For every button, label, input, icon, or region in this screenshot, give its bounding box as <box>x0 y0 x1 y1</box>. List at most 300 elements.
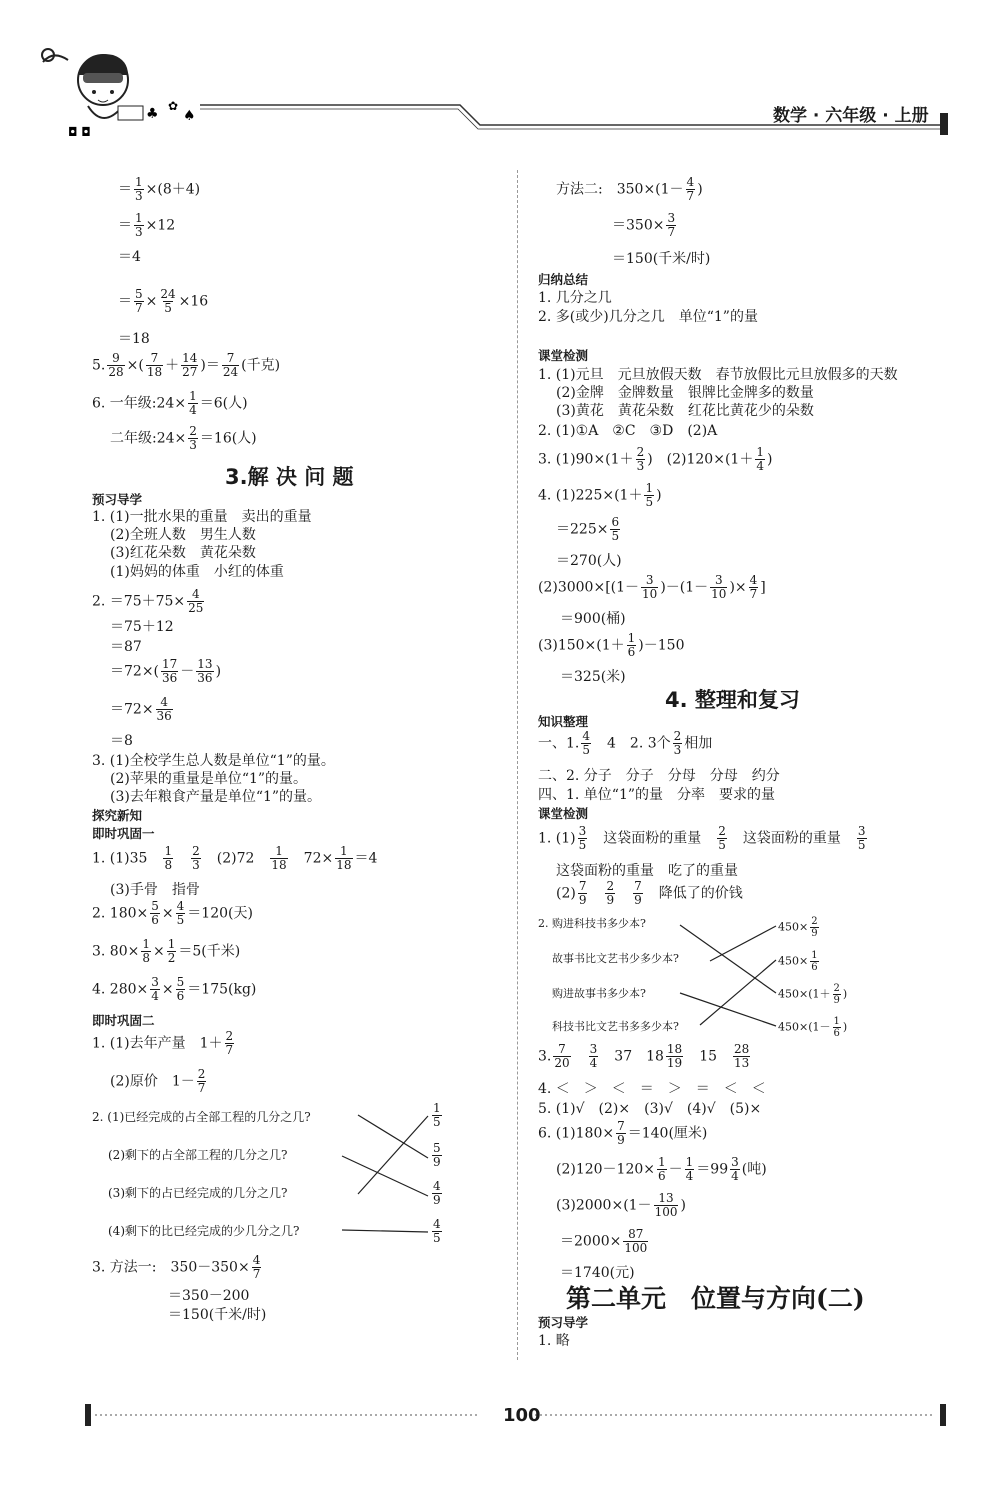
subsection-heading: 知识整理 <box>538 714 589 729</box>
fraction <box>717 825 727 852</box>
fraction <box>657 1156 667 1183</box>
text: 450× <box>778 954 809 968</box>
denominator: 6 <box>658 1169 666 1183</box>
denominator: 5 <box>645 495 654 509</box>
svg-text:♣: ♣ <box>146 106 159 122</box>
fraction <box>335 845 352 872</box>
denominator: 2 <box>167 951 176 965</box>
numerator: 2 <box>189 424 197 438</box>
line <box>118 212 175 239</box>
numerator: 3 <box>857 824 866 838</box>
fraction <box>197 1068 207 1095</box>
text: 这袋面粉的重量 <box>603 830 702 847</box>
fraction <box>810 950 818 973</box>
text: ＋ <box>165 357 180 374</box>
svg-text:♠: ♠ <box>183 108 196 124</box>
text: ) <box>766 451 773 468</box>
match-answer <box>778 916 821 939</box>
line: ＝4 <box>118 249 141 265</box>
denominator: 20 <box>554 1056 570 1070</box>
line: (3)去年粮食产量是单位“1”的量。 <box>110 789 322 805</box>
numerator: 3 <box>714 573 723 587</box>
text: 450×(1－ <box>778 1020 831 1034</box>
denominator: 8 <box>164 858 173 872</box>
line: 二、2. 分子 分子 分母 分母 约分 <box>538 768 780 784</box>
match-answer <box>430 1102 444 1129</box>
fraction <box>161 658 178 685</box>
text: 这袋面粉的重量 <box>742 830 841 847</box>
numerator: 1 <box>833 1016 840 1027</box>
text: 1. (1)35 <box>92 850 148 867</box>
denominator: 3 <box>673 743 682 757</box>
text: 5. <box>92 357 106 374</box>
numerator: 2 <box>636 445 645 459</box>
text: ＝2000× <box>560 1233 622 1250</box>
fraction <box>623 1228 648 1255</box>
denominator: 100 <box>624 1241 648 1255</box>
match-answer <box>430 1218 444 1245</box>
text: 2. ＝75＋75× <box>92 593 186 610</box>
text: 相加 <box>684 735 713 752</box>
text: ＝72× <box>110 701 154 718</box>
denominator: 18 <box>146 365 163 379</box>
denominator: 36 <box>197 671 213 685</box>
numerator: 13 <box>197 657 213 671</box>
fraction <box>176 976 186 1003</box>
line: (3)手骨 指骨 <box>110 882 200 898</box>
denominator: 9 <box>433 1155 441 1169</box>
line <box>118 176 200 203</box>
denominator: 9 <box>606 893 615 907</box>
line: 1. (1)一批水果的重量 卖出的重量 <box>92 509 312 525</box>
denominator: 9 <box>578 893 587 907</box>
match-item: 购进故事书多少本? <box>552 987 646 1000</box>
text: (3)2000×(1－ <box>556 1197 652 1214</box>
text: × <box>153 943 165 960</box>
header-title: 数学 · 六年级 · 上册 <box>773 106 929 126</box>
header-mascot <box>28 40 203 140</box>
numerator: 4 <box>191 587 200 601</box>
text: )＝ <box>200 357 220 374</box>
numerator: 5 <box>176 975 185 989</box>
denominator: 5 <box>433 1115 441 1129</box>
denominator: 100 <box>654 1205 678 1219</box>
numerator: 1 <box>756 445 764 459</box>
fraction <box>810 916 818 939</box>
text: 6. (1)180× <box>538 1125 615 1142</box>
fraction <box>107 352 124 379</box>
text: ＝72×( <box>110 663 160 680</box>
line <box>110 658 221 685</box>
fraction <box>755 446 765 473</box>
numerator: 1 <box>627 631 636 645</box>
denominator: 5 <box>433 1231 441 1245</box>
denominator: 25 <box>188 601 204 615</box>
numerator: 3 <box>589 1042 598 1056</box>
fraction <box>191 845 201 872</box>
line: 1. 略 <box>538 1333 570 1349</box>
numerator: 28 <box>734 1042 750 1056</box>
subsection-heading: 即时巩固一 <box>92 826 155 841</box>
fraction <box>270 845 287 872</box>
line: (3)红花朵数 黄花朵数 <box>110 545 256 561</box>
denominator: 9 <box>811 928 818 939</box>
fraction <box>159 288 176 315</box>
line <box>612 212 678 239</box>
svg-text:✿: ✿ <box>168 99 179 113</box>
line: ＝ $\frac{5}{7}$ × $\frac{24}{5}$ ×16 <box>118 287 209 315</box>
line: 3. (1)全校学生总人数是单位“1”的量。 <box>92 753 335 769</box>
fraction <box>134 288 144 315</box>
numerator: 4 <box>749 573 758 587</box>
denominator: 7 <box>667 225 676 239</box>
numerator: 13 <box>658 1191 674 1205</box>
fraction <box>432 1180 442 1207</box>
denominator: 3 <box>636 459 645 473</box>
text: 37 18 <box>614 1048 664 1065</box>
match-lines <box>640 915 780 1035</box>
line <box>556 880 743 907</box>
denominator: 7 <box>749 587 758 601</box>
fraction <box>134 176 144 203</box>
text: 2. 180× <box>92 905 149 922</box>
line <box>538 825 869 852</box>
denominator: 5 <box>857 838 866 852</box>
denominator: 10 <box>642 587 658 601</box>
text: (2)3000×[(1－ <box>538 579 640 596</box>
numerator: 2 <box>192 844 200 858</box>
fraction <box>749 574 759 601</box>
numerator: 6 <box>611 515 620 529</box>
line <box>92 1254 263 1281</box>
line: ＝18 <box>118 331 150 347</box>
line: (2)全班人数 男生人数 <box>110 527 256 543</box>
fraction <box>134 212 144 239</box>
line: 2. 多(或少)几分之几 单位“1”的量 <box>538 309 758 325</box>
section-title: 3.解 决 问 题 <box>225 465 354 489</box>
numerator: 1 <box>167 937 176 951</box>
text: (2)120－120× <box>556 1161 656 1178</box>
fraction <box>553 1043 570 1070</box>
line <box>538 482 662 509</box>
fraction <box>666 212 676 239</box>
fraction <box>432 1102 442 1129</box>
numerator: 7 <box>578 879 587 893</box>
fraction <box>578 880 588 907</box>
text: 1. (1) <box>538 830 576 847</box>
line <box>538 730 712 757</box>
text: (2)72 <box>216 850 255 867</box>
line <box>556 1156 767 1183</box>
fraction <box>644 482 654 509</box>
subsection-heading: 课堂检测 <box>538 806 589 821</box>
text: (2) <box>556 885 576 902</box>
numerator: 3 <box>151 975 159 989</box>
fraction <box>654 1192 679 1219</box>
numerator: 3 <box>667 211 676 225</box>
fraction <box>578 825 588 852</box>
match-item: (4)剩下的比已经完成的少几分之几? <box>108 1224 300 1238</box>
match-item: 2. 购进科技书多少本? <box>538 917 646 930</box>
denominator: 9 <box>617 1133 625 1147</box>
fraction <box>167 938 177 965</box>
text: ) <box>842 987 848 1001</box>
line: 这袋面粉的重量 吃了的重量 <box>556 863 738 879</box>
fraction <box>685 1156 695 1183</box>
fraction <box>710 574 727 601</box>
fraction <box>616 1120 626 1147</box>
fraction <box>733 1043 750 1070</box>
fraction <box>196 658 213 685</box>
numerator: 1 <box>275 844 283 858</box>
line <box>92 938 240 965</box>
match-answer <box>778 950 821 973</box>
fraction <box>636 446 646 473</box>
line <box>92 588 206 615</box>
line: 2. (1)①A ②C ③D (2)A <box>538 423 718 439</box>
numerator: 7 <box>558 1042 566 1056</box>
denominator: 7 <box>197 1081 206 1095</box>
text: 3. 80× <box>92 943 140 960</box>
denominator: 5 <box>718 838 726 852</box>
denominator: 3 <box>192 858 200 872</box>
denominator: 36 <box>162 671 178 685</box>
text: ×12 <box>145 217 176 234</box>
line: ＝8 <box>110 733 133 749</box>
line <box>92 976 256 1003</box>
numerator: 7 <box>150 351 159 365</box>
fraction <box>673 730 683 757</box>
denominator: 3 <box>135 225 143 239</box>
line <box>556 1192 686 1219</box>
line <box>560 1228 650 1255</box>
line <box>110 1068 208 1095</box>
numerator: 9 <box>112 351 120 365</box>
denominator: 4 <box>731 1169 739 1183</box>
text: 4 2. 3个 <box>607 735 671 752</box>
text: ＝16(人) <box>199 430 257 447</box>
text: － <box>668 1161 683 1178</box>
text: )－150 <box>638 637 685 654</box>
line: ＝150(千米/时) <box>612 251 711 267</box>
fraction <box>432 1218 442 1245</box>
line: (3)黄花 黄花朵数 红花比黄花少的朵数 <box>556 403 814 419</box>
denominator: 24 <box>222 365 239 379</box>
text: ＝350× <box>612 217 665 234</box>
numerator: 4 <box>582 729 590 743</box>
numerator: 1 <box>135 211 143 225</box>
line: ＝75＋12 <box>110 619 174 635</box>
line <box>538 632 684 659</box>
fraction <box>188 390 198 417</box>
text: 购进科技书多少本? <box>552 917 646 930</box>
text: ＝140(厘米) <box>627 1125 708 1142</box>
text: 72× <box>303 850 334 867</box>
page-number: 100 <box>503 1405 541 1426</box>
denominator: 9 <box>833 995 840 1006</box>
line <box>538 574 766 601</box>
numerator: 1 <box>433 1101 441 1115</box>
denominator: 6 <box>151 913 159 927</box>
line: ＝900(桶) <box>560 611 626 627</box>
denominator: 4 <box>151 989 159 1003</box>
match-answer <box>778 983 847 1006</box>
line: ＝150(千米/时) <box>168 1307 267 1323</box>
match-item: (3)剩下的占已经完成的几分之几? <box>108 1186 288 1200</box>
text: (千克) <box>241 357 281 374</box>
fraction <box>156 696 173 723</box>
denominator: 5 <box>611 529 620 543</box>
denominator: 6 <box>833 1028 840 1039</box>
section-title: 4. 整理和复习 <box>665 688 800 712</box>
denominator: 7 <box>252 1267 261 1281</box>
match-item: 2. (1)已经完成的占全部工程的几分之几? <box>92 1110 311 1124</box>
text: ) <box>656 487 662 504</box>
numerator: 4 <box>686 175 695 189</box>
line: 1. (1)元旦 元旦放假天数 春节放假比元旦放假多的天数 <box>538 367 898 383</box>
numerator: 18 <box>666 1042 683 1056</box>
fraction <box>605 880 615 907</box>
fraction <box>581 730 591 757</box>
denominator: 18 <box>271 858 287 872</box>
fraction <box>141 938 151 965</box>
fraction <box>188 425 198 452</box>
numerator: 2 <box>718 824 726 838</box>
text: － <box>180 663 195 680</box>
denominator: 5 <box>578 838 587 852</box>
numerator: 2 <box>833 983 840 994</box>
denominator: 28 <box>108 365 124 379</box>
fraction <box>432 1142 442 1169</box>
text: )－(1－ <box>660 579 709 596</box>
denominator: 7 <box>135 301 143 315</box>
denominator: 13 <box>734 1056 750 1070</box>
denominator: 4 <box>685 1169 694 1183</box>
text: )× <box>729 579 747 596</box>
text: 降低了的价钱 <box>658 885 743 902</box>
text: 二年级:24× <box>110 430 187 447</box>
fraction <box>686 176 696 203</box>
fraction <box>589 1043 599 1070</box>
numerator: 4 <box>252 1253 261 1267</box>
text: (吨) <box>741 1161 767 1178</box>
line: ＝1740(元) <box>560 1265 635 1281</box>
denominator: 27 <box>182 365 198 379</box>
text: ×( <box>126 357 144 374</box>
numerator: 3 <box>731 1155 739 1169</box>
line <box>92 1030 236 1057</box>
numerator: 1 <box>189 389 197 403</box>
text: ) <box>680 1197 686 1214</box>
numerator: 7 <box>617 1119 625 1133</box>
numerator: 1 <box>811 950 818 961</box>
svg-text:◘ ◘: ◘ ◘ <box>68 125 91 139</box>
text: 450× <box>778 920 809 934</box>
text: ) (2)120×(1＋ <box>647 451 754 468</box>
numerator: 14 <box>182 351 198 365</box>
match-item: (2)剩下的占全部工程的几分之几? <box>108 1148 288 1162</box>
denominator: 4 <box>189 403 197 417</box>
text: 4. 280× <box>92 981 149 998</box>
text: ＝ <box>118 217 132 234</box>
numerator: 2 <box>811 916 818 927</box>
numerator: 1 <box>645 481 654 495</box>
unit-title: 第二单元 位置与方向(二) <box>566 1284 865 1313</box>
subsection-heading: 预习导学 <box>538 1315 589 1330</box>
text: 4. (1)225×(1＋ <box>538 487 643 504</box>
denominator: 8 <box>142 951 150 965</box>
denominator: 5 <box>176 913 185 927</box>
line <box>538 1120 707 1147</box>
line <box>538 1043 752 1070</box>
match-answer <box>430 1142 444 1169</box>
line <box>92 390 248 417</box>
numerator: 5 <box>433 1141 441 1155</box>
line: (2)金牌 金牌数量 银牌比金牌多的数量 <box>556 385 814 401</box>
numerator: 2 <box>197 1067 206 1081</box>
line: ＝350－200 <box>168 1288 250 1304</box>
line: 1. 几分之几 <box>538 290 612 306</box>
fraction <box>176 900 186 927</box>
line <box>538 446 772 473</box>
numerator: 2 <box>225 1029 234 1043</box>
numerator: 2 <box>673 729 682 743</box>
numerator: 7 <box>226 351 235 365</box>
numerator: 4 <box>433 1179 441 1193</box>
fraction <box>252 1254 262 1281</box>
numerator: 1 <box>340 844 348 858</box>
text: ＝6(人) <box>199 395 248 412</box>
line <box>556 176 703 203</box>
line: 四、1. 单位“1”的量 分率 要求的量 <box>538 787 776 803</box>
line: 5. (1)√ (2)× (3)√ (4)√ (5)× <box>538 1101 762 1117</box>
numerator: 1 <box>685 1155 694 1169</box>
numerator: 1 <box>658 1155 666 1169</box>
denominator: 9 <box>433 1193 441 1207</box>
numerator: 5 <box>151 899 159 913</box>
line: 4. ＜ ＞ ＜ ＝ ＞ ＝ ＜ ＜ <box>538 1081 766 1097</box>
numerator: 3 <box>578 824 587 838</box>
denominator: 9 <box>634 893 642 907</box>
column-divider <box>517 170 518 1360</box>
denominator: 36 <box>156 709 172 723</box>
text: 3. <box>538 1048 552 1065</box>
numerator: 4 <box>433 1217 441 1231</box>
text: × <box>161 981 174 998</box>
fraction <box>187 588 204 615</box>
text: ＝99 <box>696 1161 729 1178</box>
fraction <box>833 1016 841 1039</box>
text: ] <box>760 579 766 596</box>
text: 1. (1)去年产量 1＋ <box>92 1035 223 1052</box>
text: ) <box>842 1020 848 1034</box>
text: ＝175(kg) <box>187 981 257 998</box>
line: ＝325(米) <box>560 669 626 685</box>
denominator: 7 <box>686 189 695 203</box>
denominator: 3 <box>135 189 143 203</box>
denominator: 3 <box>189 438 197 452</box>
text: ) <box>697 181 703 198</box>
text: ＝120(天) <box>187 905 253 922</box>
fraction <box>163 845 173 872</box>
text: 15 <box>699 1048 718 1065</box>
match-item: 故事书比文艺书少多少本? <box>552 952 679 965</box>
numerator: 5 <box>135 287 143 301</box>
text: ＝225× <box>556 521 609 538</box>
line <box>92 845 377 872</box>
numerator: 1 <box>142 937 150 951</box>
subsection-heading: 课堂检测 <box>538 348 589 363</box>
